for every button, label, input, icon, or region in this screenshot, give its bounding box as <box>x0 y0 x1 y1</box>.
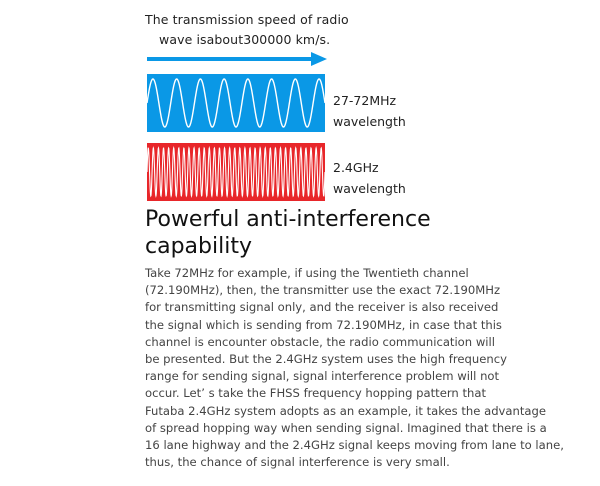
high-frequency-label-line-2: wavelength <box>333 181 406 196</box>
low-frequency-wave <box>147 74 325 132</box>
body-line: of spread hopping way when sending signal. Imagined that there is a <box>145 420 547 435</box>
wave-line <box>147 148 325 196</box>
direction-arrow-icon <box>147 51 327 67</box>
body-line: thus, the chance of signal interference is very small. <box>145 455 450 470</box>
body-paragraph <box>145 265 585 471</box>
low-frequency-label <box>333 90 406 132</box>
heading-line-1: Powerful anti-interference <box>145 207 431 232</box>
body-line: channel is encounter obstacle, the radio communication will <box>145 334 495 349</box>
high-frequency-wave <box>147 143 325 201</box>
body-line: range for sending signal, signal interference problem will not <box>145 369 500 384</box>
heading-line-2: capability <box>145 234 252 259</box>
body-line: 16 lane highway and the 2.4GHz signal keeps moving from lane to lane, <box>145 438 564 453</box>
intro-line-1: The transmission speed of radio <box>145 12 349 27</box>
low-frequency-label-line-2: wavelength <box>333 114 406 129</box>
low-frequency-wave-graphic <box>147 74 325 132</box>
body-line: Take 72MHz for example, if using the Twentieth channel <box>145 266 469 280</box>
body-line: occur. Let’ s take the FHSS frequency hopping pattern that <box>145 386 487 401</box>
wave-line <box>147 79 325 127</box>
low-frequency-label-line-1: 27-72MHz <box>333 93 397 108</box>
intro-text <box>145 10 375 50</box>
body-line: the signal which is sending from 72.190MHz, in case that this <box>145 317 502 332</box>
body-line: for transmitting signal only, and the receiver is also received <box>145 300 499 315</box>
body-line: be presented. But the 2.4GHz system uses the high frequency <box>145 352 507 367</box>
body-line: (72.190MHz), then, the transmitter use the exact 72.190MHz <box>145 283 501 298</box>
high-frequency-label-line-1: 2.4GHz <box>333 160 379 175</box>
body-line: Futaba 2.4GHz system adopts as an example, it takes the advantage <box>145 403 547 418</box>
intro-line-2: wave isabout300000 km/s. <box>159 32 331 47</box>
high-frequency-wave-graphic <box>147 143 325 201</box>
section-heading <box>145 206 445 260</box>
high-frequency-label <box>333 157 406 199</box>
